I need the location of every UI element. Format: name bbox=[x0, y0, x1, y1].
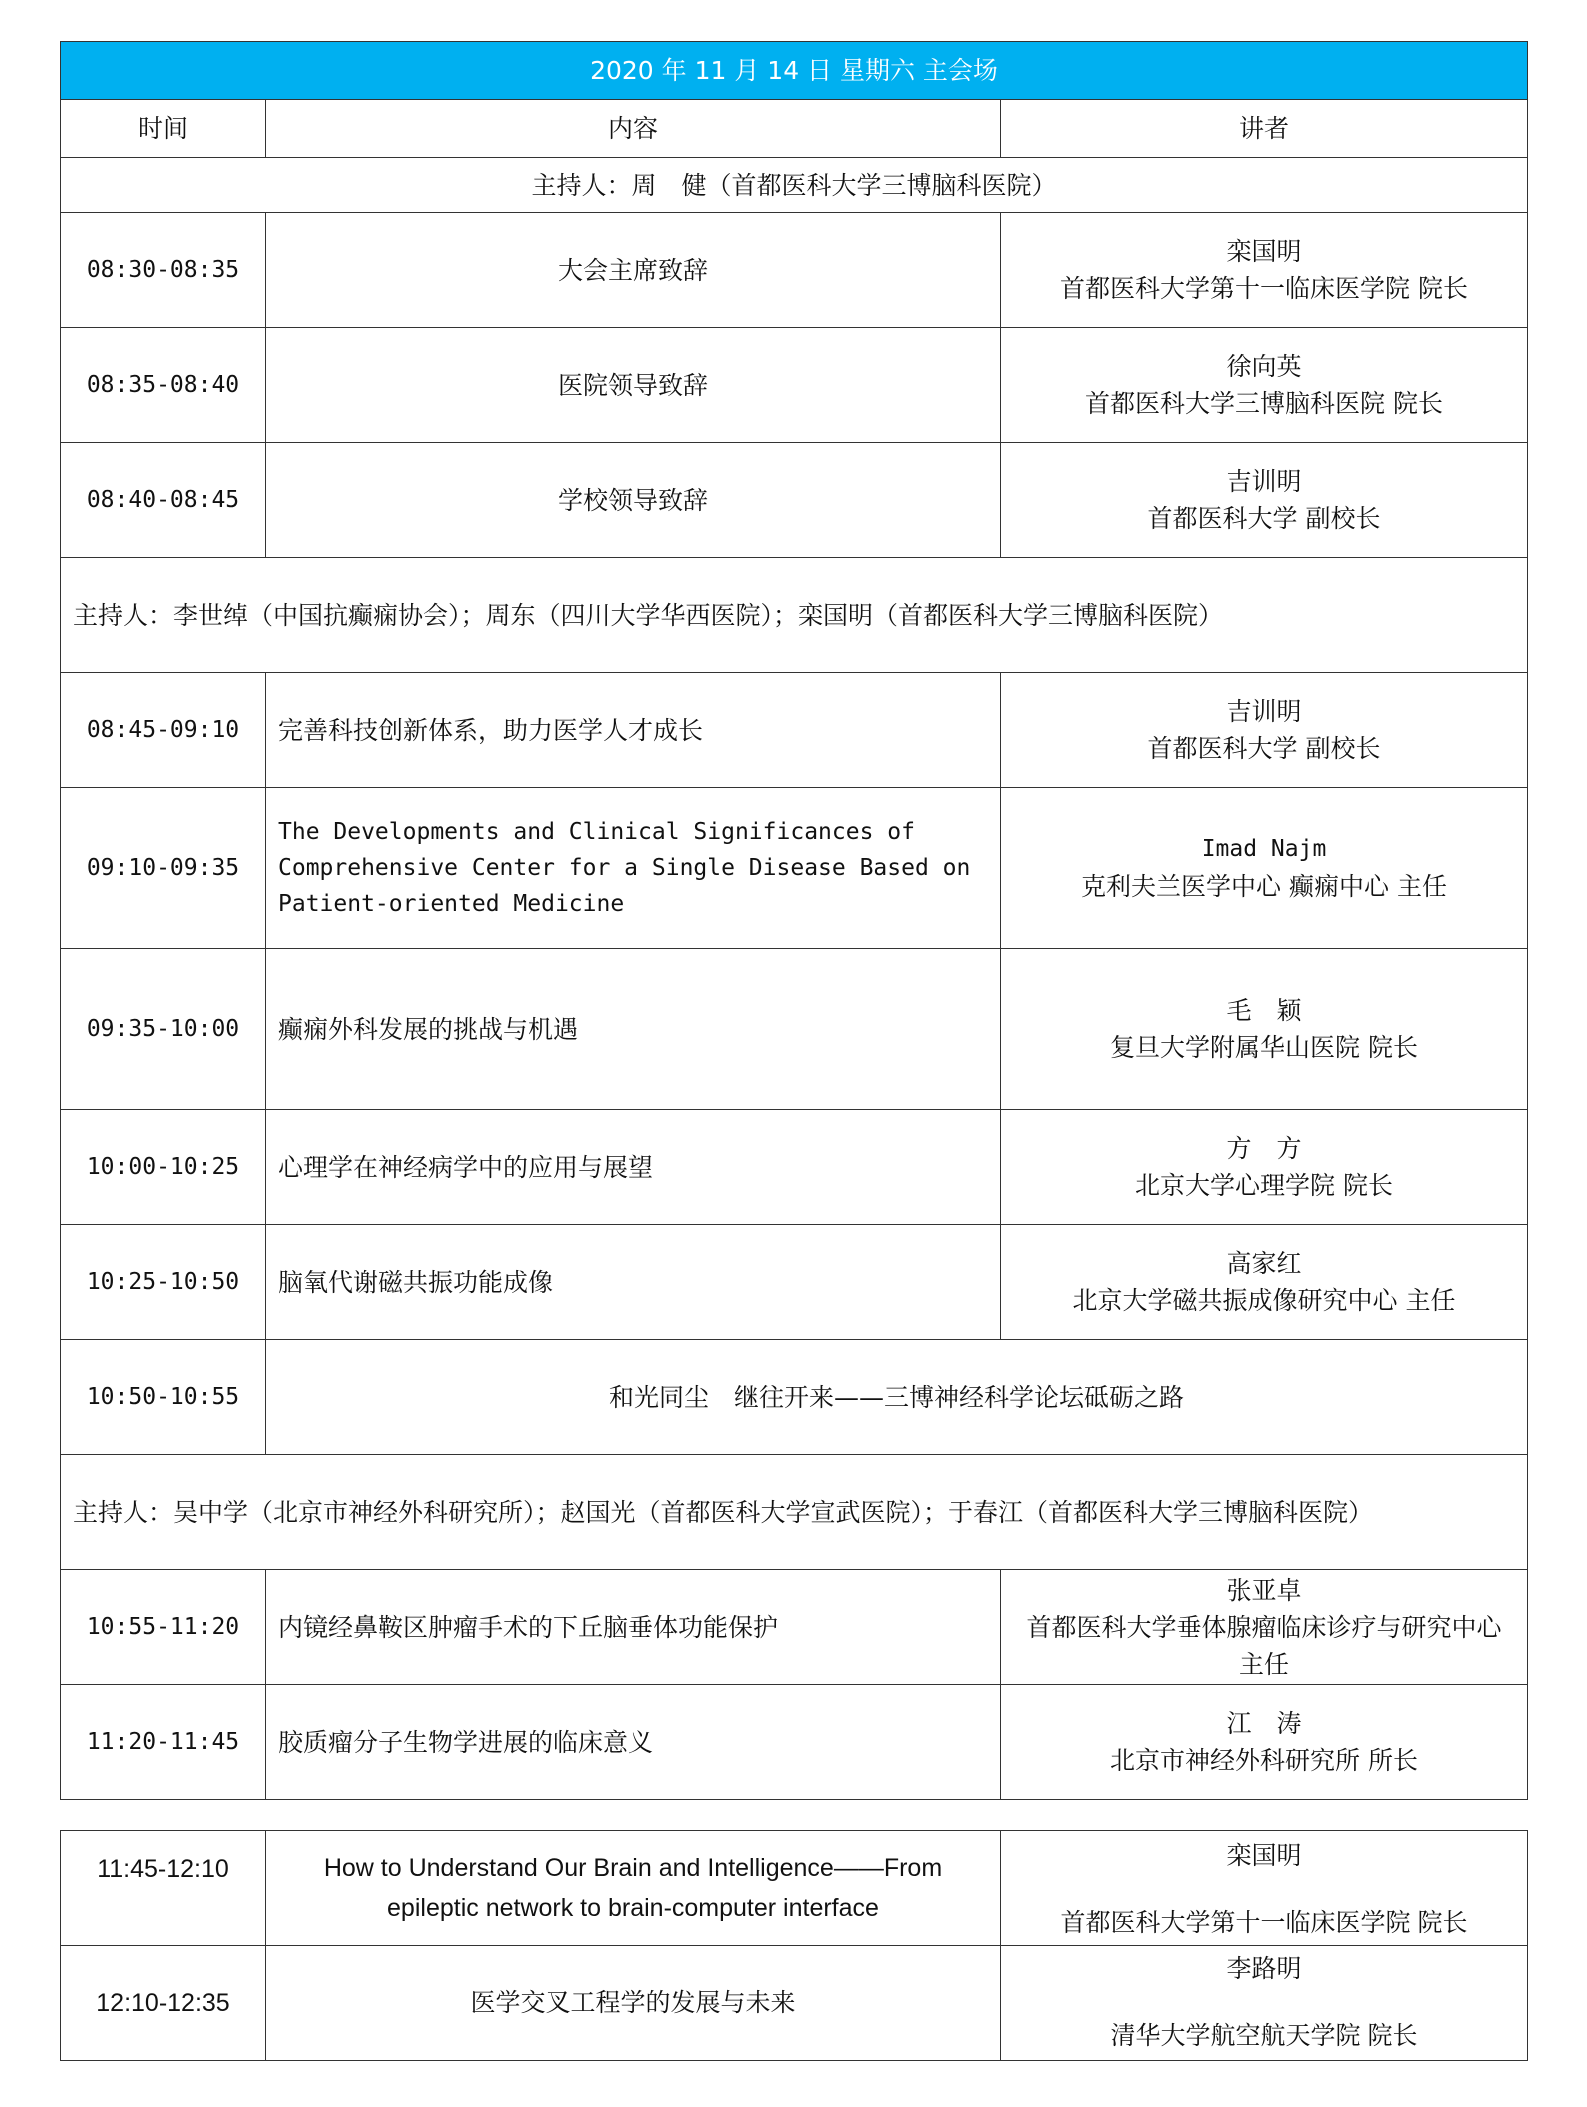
speaker-cell bbox=[1001, 1570, 1528, 1685]
table-row bbox=[61, 1946, 1528, 2061]
speaker-name: 吉训明 bbox=[1226, 467, 1302, 496]
host-row: 主持人：周 健（首都医科大学三博脑科医院） bbox=[61, 158, 1528, 213]
time-cell: 08:30-08:35 bbox=[61, 213, 266, 328]
speaker-name: 栾国明 bbox=[1226, 237, 1302, 266]
speaker-title: 北京市神经外科研究所 所长 bbox=[1110, 1746, 1418, 1775]
speaker-cell bbox=[1001, 949, 1528, 1110]
content-cell: 脑氧代谢磁共振功能成像 bbox=[266, 1225, 1001, 1340]
content-cell: 和光同尘 继往开来——三博神经科学论坛砥砺之路 bbox=[266, 1340, 1528, 1455]
content-cell: How to Understand Our Brain and Intelligence——From epileptic network to brain-computer interface bbox=[266, 1831, 1001, 1946]
table-row bbox=[61, 443, 1528, 558]
speaker-cell bbox=[1001, 788, 1528, 949]
speaker-title: 首都医科大学第十一临床医学院 院长 bbox=[1060, 274, 1468, 303]
speaker-name: 毛 颖 bbox=[1226, 996, 1302, 1025]
speaker-cell bbox=[1001, 673, 1528, 788]
time-cell: 10:00-10:25 bbox=[61, 1110, 266, 1225]
time-cell: 09:35-10:00 bbox=[61, 949, 266, 1110]
speaker-title: 克利夫兰医学中心 癫痫中心 主任 bbox=[1081, 872, 1447, 901]
speaker-name: 高家红 bbox=[1226, 1249, 1302, 1278]
table-row bbox=[61, 949, 1528, 1110]
header-time: 时间 bbox=[61, 100, 266, 158]
time-cell: 10:25-10:50 bbox=[61, 1225, 266, 1340]
table-row bbox=[61, 1831, 1528, 1946]
time-cell: 10:55-11:20 bbox=[61, 1570, 266, 1685]
speaker-name: 方 方 bbox=[1226, 1134, 1302, 1163]
speaker-cell bbox=[1001, 1831, 1528, 1946]
table-row bbox=[61, 788, 1528, 949]
speaker-cell bbox=[1001, 1225, 1528, 1340]
schedule-table bbox=[60, 41, 1528, 1800]
content-cell: 医学交叉工程学的发展与未来 bbox=[266, 1946, 1001, 2061]
speaker-cell bbox=[1001, 328, 1528, 443]
speaker-title: 北京大学心理学院 院长 bbox=[1135, 1171, 1393, 1200]
speaker-name: Imad Najm bbox=[1201, 836, 1327, 862]
time-cell: 12:10-12:35 bbox=[61, 1946, 266, 2061]
header-content: 内容 bbox=[266, 100, 1001, 158]
speaker-name: 李路明 bbox=[1226, 1955, 1302, 1983]
content-cell: 大会主席致辞 bbox=[266, 213, 1001, 328]
time-cell: 11:20-11:45 bbox=[61, 1685, 266, 1800]
time-cell: 08:40-08:45 bbox=[61, 443, 266, 558]
speaker-cell bbox=[1001, 443, 1528, 558]
content-cell: 心理学在神经病学中的应用与展望 bbox=[266, 1110, 1001, 1225]
content-cell: The Developments and Clinical Significances of Comprehensive Center for a Single Disease Based on Patient-oriented Medicine bbox=[266, 788, 1001, 949]
table-row bbox=[61, 1685, 1528, 1800]
content-cell: 完善科技创新体系，助力医学人才成长 bbox=[266, 673, 1001, 788]
speaker-title: 复旦大学附属华山医院 院长 bbox=[1110, 1033, 1418, 1062]
table-row bbox=[61, 328, 1528, 443]
speaker-title: 首都医科大学垂体腺瘤临床诊疗与研究中心 主任 bbox=[1026, 1612, 1502, 1679]
content-cell: 内镜经鼻鞍区肿瘤手术的下丘脑垂体功能保护 bbox=[266, 1570, 1001, 1685]
host-row: 主持人：李世绰（中国抗癫痫协会）；周东（四川大学华西医院）；栾国明（首都医科大学三博脑科医院） bbox=[61, 558, 1528, 673]
speaker-name: 栾国明 bbox=[1226, 1842, 1302, 1870]
speaker-cell bbox=[1001, 1946, 1528, 2061]
content-cell: 医院领导致辞 bbox=[266, 328, 1001, 443]
time-cell: 08:45-09:10 bbox=[61, 673, 266, 788]
speaker-title: 首都医科大学第十一临床医学院 院长 bbox=[1060, 1909, 1468, 1937]
table-row bbox=[61, 1570, 1528, 1685]
content-cell: 癫痫外科发展的挑战与机遇 bbox=[266, 949, 1001, 1110]
table-row bbox=[61, 1110, 1528, 1225]
speaker-cell bbox=[1001, 1110, 1528, 1225]
speaker-title: 北京大学磁共振成像研究中心 主任 bbox=[1072, 1286, 1456, 1315]
content-cell: 学校领导致辞 bbox=[266, 443, 1001, 558]
speaker-name: 徐向英 bbox=[1226, 352, 1302, 381]
host-row: 主持人：吴中学（北京市神经外科研究所）；赵国光（首都医科大学宣武医院）；于春江（首都医科大学三博脑科医院） bbox=[61, 1455, 1528, 1570]
speaker-name: 张亚卓 bbox=[1226, 1575, 1302, 1605]
speaker-cell bbox=[1001, 1685, 1528, 1800]
header-speaker: 讲者 bbox=[1001, 100, 1528, 158]
time-cell: 11:45-12:10 bbox=[61, 1831, 266, 1946]
speaker-title: 清华大学航空航天学院 院长 bbox=[1110, 2022, 1418, 2050]
table-row bbox=[61, 213, 1528, 328]
time-cell: 10:50-10:55 bbox=[61, 1340, 266, 1455]
table-row bbox=[61, 1340, 1528, 1455]
table-row bbox=[61, 673, 1528, 788]
time-cell: 09:10-09:35 bbox=[61, 788, 266, 949]
schedule-title: 2020 年 11 月 14 日 星期六 主会场 bbox=[61, 42, 1528, 100]
schedule-table-2 bbox=[60, 1830, 1528, 2061]
table-row bbox=[61, 1225, 1528, 1340]
speaker-title: 首都医科大学 副校长 bbox=[1147, 504, 1381, 533]
speaker-cell bbox=[1001, 213, 1528, 328]
speaker-name: 吉训明 bbox=[1226, 697, 1302, 726]
speaker-title: 首都医科大学三博脑科医院 院长 bbox=[1085, 389, 1443, 418]
content-cell: 胶质瘤分子生物学进展的临床意义 bbox=[266, 1685, 1001, 1800]
time-cell: 08:35-08:40 bbox=[61, 328, 266, 443]
speaker-name: 江 涛 bbox=[1226, 1709, 1302, 1738]
speaker-title: 首都医科大学 副校长 bbox=[1147, 734, 1381, 763]
